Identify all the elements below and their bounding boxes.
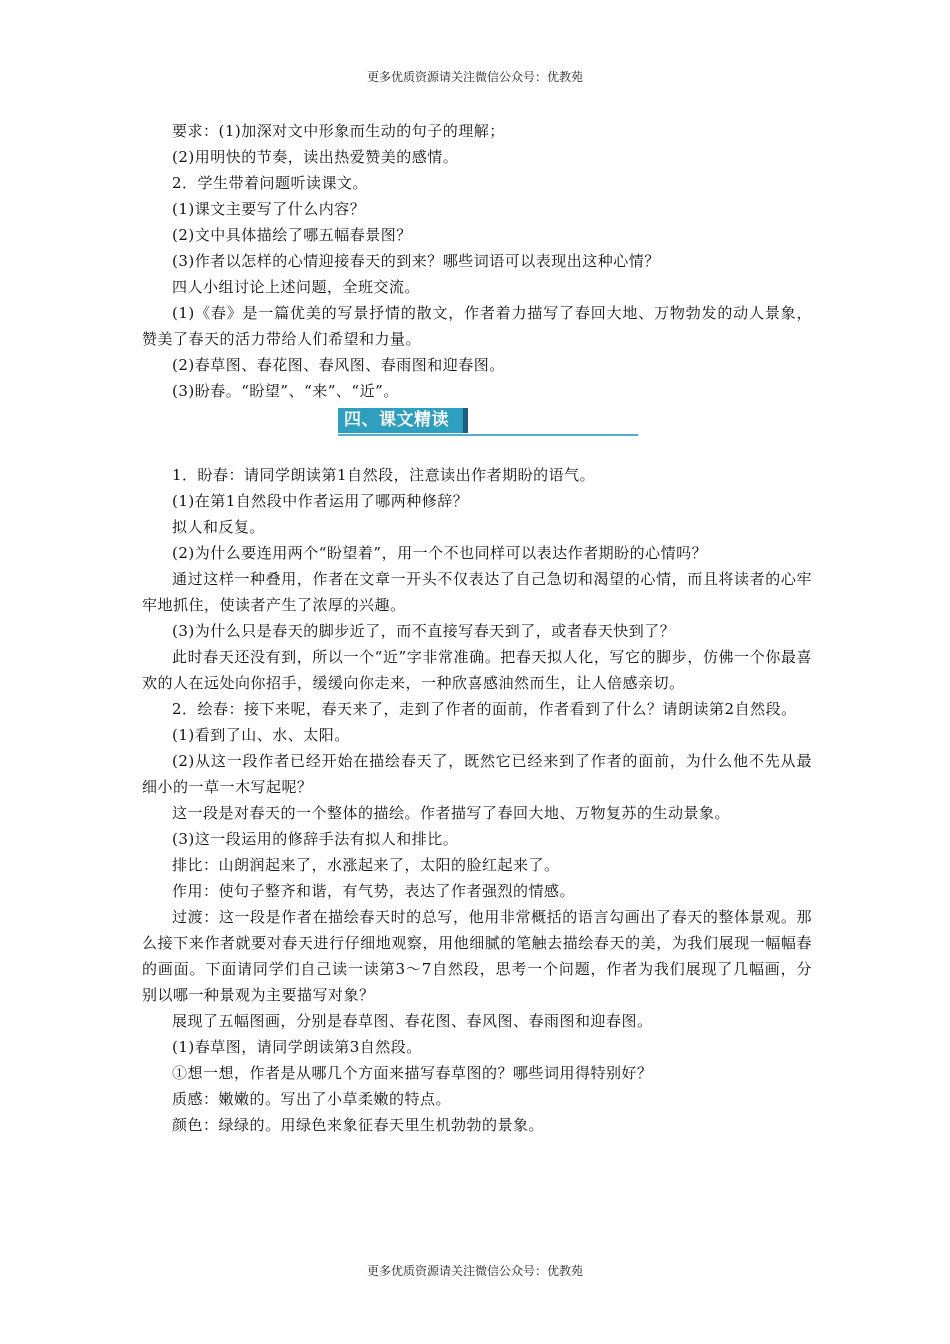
- page-footer: 更多优质资源请关注微信公众号：优教苑: [366, 1264, 583, 1278]
- spacer: [142, 444, 812, 462]
- paragraph: (2)用明快的节奏，读出热爱赞美的感情。: [172, 148, 459, 166]
- paragraph: 质感：嫩嫩的。写出了小草柔嫩的特点。: [172, 1090, 452, 1108]
- document-body: [142, 118, 812, 1138]
- paragraph: 1．盼春：请同学朗读第1自然段，注意读出作者期盼的语气。: [172, 466, 596, 484]
- paragraph: (1)春草图，请同学朗读第3自然段。: [172, 1038, 422, 1056]
- paragraph: (2)从这一段作者已经开始在描绘春天了，既然它已经来到了作者的面前，为什么他不先从最细小的一草一木写起呢？: [142, 752, 812, 796]
- paragraph: 颜色：绿绿的。用绿色来象征春天里生机勃勃的景象。: [172, 1116, 545, 1134]
- paragraph: 要求：(1)加深对文中形象而生动的句子的理解；: [172, 122, 505, 140]
- paragraph: (3)盼春。“盼望”、“来”、“近”。: [172, 382, 399, 400]
- paragraph: 2．绘春：接下来呢，春天来了，走到了作者的面前，作者看到了什么？请朗读第2自然段。: [172, 700, 797, 718]
- paragraph: 此时春天还没有到，所以一个“近”字非常准确。把春天拟人化，写它的脚步，仿佛一个你最喜欢的人在远处向你招手，缓缓向你走来，一种欣喜感油然而生，让人倍感亲切。: [142, 648, 812, 692]
- paragraph: (3)作者以怎样的心情迎接春天的到来？哪些词语可以表现出这种心情？: [172, 252, 660, 270]
- paragraph: (1)《春》是一篇优美的写景抒情的散文，作者着力描写了春回大地、万物勃发的动人景象，赞美了春天的活力带给人们希望和力量。: [142, 304, 812, 348]
- paragraph: (3)这一段运用的修辞手法有拟人和排比。: [172, 830, 459, 848]
- paragraph: 作用：使句子整齐和谐，有气势，表达了作者强烈的情感。: [172, 882, 576, 900]
- paragraph: 排比：山朗润起来了，水涨起来了，太阳的脸红起来了。: [172, 856, 560, 874]
- paragraph: (1)在第1自然段中作者运用了哪两种修辞？: [172, 492, 469, 510]
- section-title: 四、课文精读: [338, 408, 468, 433]
- paragraph: ①想一想，作者是从哪几个方面来描写春草图的？哪些词用得特别好？: [172, 1064, 653, 1082]
- paragraph: (1)课文主要写了什么内容？: [172, 200, 366, 218]
- paragraph: (2)文中具体描绘了哪五幅春景图？: [172, 226, 412, 244]
- paragraph: (2)春草图、春花图、春风图、春雨图和迎春图。: [172, 356, 505, 374]
- paragraph: (3)为什么只是春天的脚步近了，而不直接写春天到了，或者春天快到了？: [172, 622, 676, 640]
- paragraph: 这一段是对春天的一个整体的描绘。作者描写了春回大地、万物复苏的生动景象。: [172, 804, 731, 822]
- paragraph: 2．学生带着问题听读课文。: [172, 174, 369, 192]
- paragraph: 四人小组讨论上述问题，全班交流。: [172, 278, 421, 296]
- paragraph: 展现了五幅图画，分别是春草图、春花图、春风图、春雨图和迎春图。: [172, 1012, 653, 1030]
- paragraph: 通过这样一种叠用，作者在文章一开头不仅表达了自己急切和渴望的心情，而且将读者的心牢牢地抓住，使读者产生了浓厚的兴趣。: [142, 570, 812, 614]
- paragraph: (1)看到了山、水、太阳。: [172, 726, 350, 744]
- section-heading: [142, 404, 812, 444]
- section-underline: [338, 434, 638, 436]
- page-header: 更多优质资源请关注微信公众号：优教苑: [366, 70, 583, 84]
- paragraph: 过渡：这一段是作者在描绘春天时的总写，他用非常概括的语言勾画出了春天的整体景观。那么接下来作者就要对春天进行仔细地观察，用他细腻的笔触去描绘春天的美，为我们展现一幅幅春的画面。下面请同学们自己读一读第3～7自然段，思考一个问题，作者为我们展现了几幅画，分别以哪一种景观为主要描写对象？: [142, 908, 812, 1004]
- paragraph: 拟人和反复。: [172, 518, 266, 536]
- paragraph: (2)为什么要连用两个“盼望着”，用一个不也同样可以表达作者期盼的心情吗？: [172, 544, 708, 562]
